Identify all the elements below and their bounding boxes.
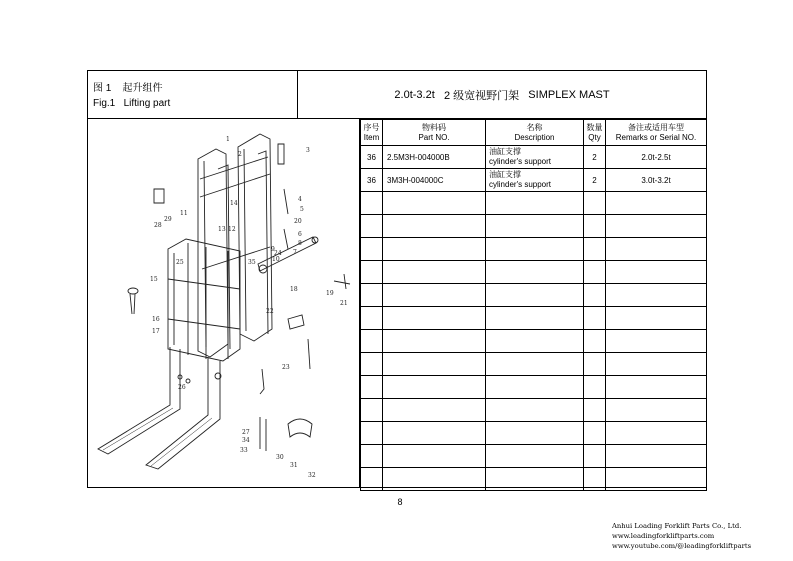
cell-empty <box>584 192 606 215</box>
parts-sheet <box>87 70 707 488</box>
cell-empty <box>383 238 486 261</box>
cell-empty <box>383 445 486 468</box>
cell-empty <box>584 399 606 422</box>
table-row-empty <box>361 445 707 468</box>
cell-empty <box>606 307 707 330</box>
parts-table <box>360 119 707 491</box>
svg-text:15: 15 <box>150 276 158 283</box>
cell-empty <box>584 376 606 399</box>
cell-remarks: 3.0t-3.2t <box>606 169 707 192</box>
cell-empty <box>584 238 606 261</box>
cell-empty <box>361 399 383 422</box>
svg-text:10: 10 <box>272 256 280 263</box>
company-name: Anhui Loading Forklift Parts Co., Ltd. <box>612 522 742 530</box>
svg-text:13: 13 <box>218 226 226 233</box>
cell-qty: 2 <box>584 169 606 192</box>
svg-text:25: 25 <box>176 259 184 266</box>
cell-empty <box>383 422 486 445</box>
svg-text:5: 5 <box>300 206 304 213</box>
cell-empty <box>486 399 584 422</box>
callout-labels <box>150 136 348 479</box>
svg-text:2: 2 <box>238 151 242 158</box>
svg-text:24: 24 <box>274 250 282 257</box>
svg-text:19: 19 <box>326 290 334 297</box>
cell-empty <box>606 192 707 215</box>
svg-text:34: 34 <box>242 437 250 444</box>
table-row-empty <box>361 238 707 261</box>
cell-empty <box>486 445 584 468</box>
cell-empty <box>361 192 383 215</box>
svg-text:30: 30 <box>276 454 284 461</box>
cell-empty <box>361 445 383 468</box>
cell-part-no: 2.5M3H-004000B <box>383 146 486 169</box>
table-row <box>361 146 707 169</box>
col-qty: 数量 Qty <box>584 120 606 146</box>
svg-text:26: 26 <box>178 384 186 391</box>
table-row-empty <box>361 307 707 330</box>
cell-empty <box>486 284 584 307</box>
svg-text:3: 3 <box>306 147 310 154</box>
cell-description: 油缸支撑 cylinder's support <box>486 146 584 169</box>
cell-empty <box>361 261 383 284</box>
cell-empty <box>606 261 707 284</box>
svg-text:12: 12 <box>228 226 236 233</box>
svg-text:35: 35 <box>248 259 256 266</box>
cell-empty <box>361 238 383 261</box>
cell-empty <box>361 215 383 238</box>
cell-part-no: 3M3H-004000C <box>383 169 486 192</box>
table-row-empty <box>361 376 707 399</box>
cell-empty <box>383 468 486 491</box>
svg-text:14: 14 <box>230 200 238 207</box>
svg-text:33: 33 <box>240 447 248 454</box>
svg-text:29: 29 <box>164 216 172 223</box>
cell-empty <box>383 399 486 422</box>
cell-empty <box>361 468 383 491</box>
cell-empty <box>383 353 486 376</box>
cell-empty <box>383 215 486 238</box>
cell-empty <box>486 261 584 284</box>
cell-empty <box>606 284 707 307</box>
table-row-empty <box>361 422 707 445</box>
svg-text:22: 22 <box>266 308 274 315</box>
col-remarks: 备注或适用车型 Remarks or Serial NO. <box>606 120 707 146</box>
cell-empty <box>383 307 486 330</box>
cell-empty <box>486 238 584 261</box>
table-row-empty <box>361 330 707 353</box>
cell-empty <box>584 261 606 284</box>
cell-empty <box>584 307 606 330</box>
cell-empty <box>486 330 584 353</box>
youtube-link[interactable]: www.youtube.com/@leadingforkliftparts <box>612 542 752 550</box>
svg-text:23: 23 <box>282 364 290 371</box>
svg-text:11: 11 <box>180 210 188 217</box>
table-row-empty <box>361 353 707 376</box>
cell-empty <box>361 422 383 445</box>
figure-title-block <box>88 71 298 119</box>
table-header-row <box>361 120 707 146</box>
svg-text:17: 17 <box>152 328 160 335</box>
cell-empty <box>486 422 584 445</box>
svg-text:28: 28 <box>154 222 162 229</box>
cell-empty <box>361 353 383 376</box>
col-description: 名称 Description <box>486 120 584 146</box>
svg-text:21: 21 <box>340 300 348 307</box>
empty-rows <box>361 192 707 491</box>
cell-empty <box>361 330 383 353</box>
figure-title-cn: 图 1 起升组件 <box>93 83 163 94</box>
mast-title: 2.0t-3.2t 2 级宽视野门架 SIMPLEX MAST <box>298 71 706 119</box>
svg-text:8: 8 <box>298 240 302 247</box>
footer-contact <box>612 521 751 551</box>
cell-empty <box>584 353 606 376</box>
svg-text:18: 18 <box>290 286 298 293</box>
svg-text:7: 7 <box>293 249 297 256</box>
cell-empty <box>584 468 606 491</box>
cell-empty <box>606 376 707 399</box>
website-link[interactable]: www.leadingforkliftparts.com <box>612 532 715 540</box>
svg-text:27: 27 <box>242 429 250 436</box>
cell-empty <box>584 215 606 238</box>
page-number: 8 <box>397 497 403 507</box>
table-row <box>361 169 707 192</box>
cell-empty <box>383 284 486 307</box>
cell-empty <box>486 307 584 330</box>
cell-empty <box>606 238 707 261</box>
table-row-empty <box>361 192 707 215</box>
svg-text:32: 32 <box>308 472 316 479</box>
cell-empty <box>584 445 606 468</box>
exploded-drawing <box>88 119 360 487</box>
cell-empty <box>486 215 584 238</box>
figure-title-en: Fig.1 Lifting part <box>93 98 171 109</box>
cell-description: 油缸支撑 cylinder's support <box>486 169 584 192</box>
cell-qty: 2 <box>584 146 606 169</box>
svg-text:9: 9 <box>271 246 275 253</box>
cell-item: 36 <box>361 169 383 192</box>
cell-empty <box>606 468 707 491</box>
cell-empty <box>606 399 707 422</box>
svg-text:20: 20 <box>294 218 302 225</box>
cell-empty <box>606 422 707 445</box>
svg-text:31: 31 <box>290 462 298 469</box>
table-row-empty <box>361 399 707 422</box>
svg-text:1: 1 <box>226 136 230 143</box>
cell-empty <box>383 261 486 284</box>
table-row-empty <box>361 261 707 284</box>
cell-empty <box>486 192 584 215</box>
mast-exploded-view-figure <box>88 119 358 485</box>
cell-empty <box>361 284 383 307</box>
svg-text:16: 16 <box>152 316 160 323</box>
cell-empty <box>584 422 606 445</box>
cell-empty <box>606 215 707 238</box>
cell-empty <box>361 307 383 330</box>
cell-empty <box>383 330 486 353</box>
cell-empty <box>606 445 707 468</box>
cell-empty <box>361 376 383 399</box>
col-item: 序号 Item <box>361 120 383 146</box>
cell-empty <box>486 468 584 491</box>
table-row-empty <box>361 284 707 307</box>
cell-empty <box>606 353 707 376</box>
cell-empty <box>486 353 584 376</box>
svg-text:6: 6 <box>298 231 302 238</box>
cell-empty <box>383 192 486 215</box>
table-row-empty <box>361 468 707 491</box>
cell-empty <box>584 330 606 353</box>
svg-text:4: 4 <box>298 196 302 203</box>
table-row-empty <box>361 215 707 238</box>
cell-empty <box>486 376 584 399</box>
cell-empty <box>606 330 707 353</box>
cell-item: 36 <box>361 146 383 169</box>
cell-remarks: 2.0t-2.5t <box>606 146 707 169</box>
col-part-no: 物料码 Part NO. <box>383 120 486 146</box>
cell-empty <box>383 376 486 399</box>
cell-empty <box>584 284 606 307</box>
